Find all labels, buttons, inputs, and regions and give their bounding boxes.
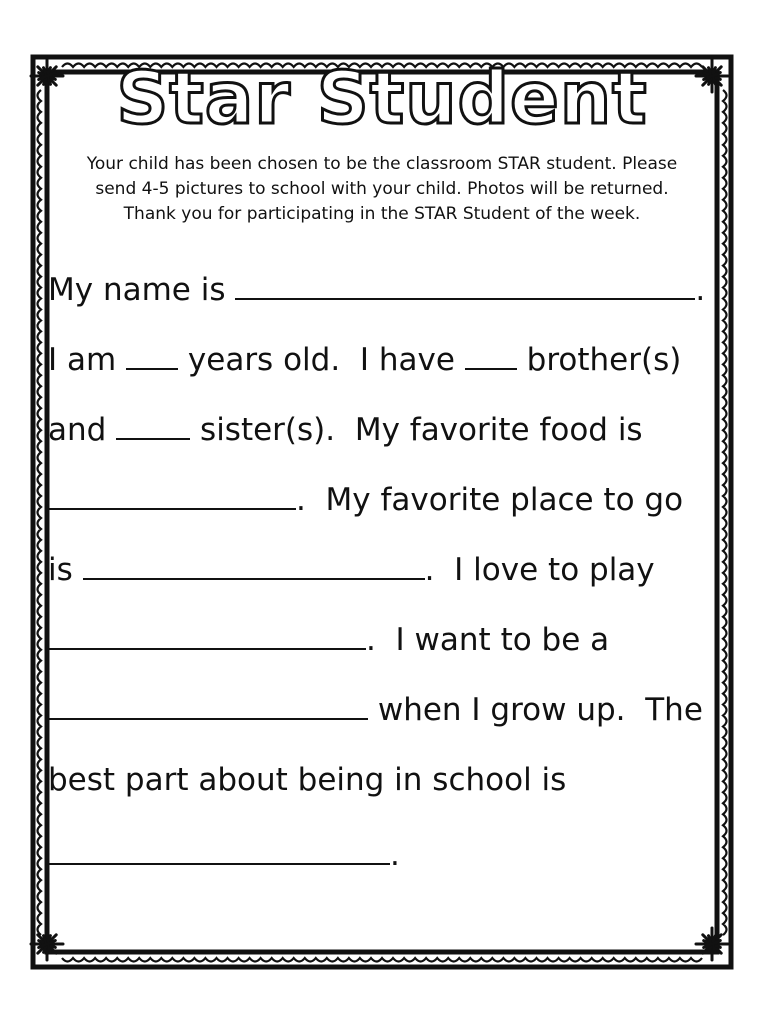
form-line-play	[48, 620, 609, 660]
best-part-of-school-blank[interactable]	[48, 837, 390, 865]
form-text: best part about being in school is	[48, 762, 567, 798]
form-text: . My favorite place to go	[296, 482, 684, 518]
intro-line: Your child has been chosen to be the classroom STAR student. Please	[86, 154, 678, 174]
brothers-blank[interactable]	[465, 342, 517, 370]
intro-line: Thank you for participating in the STAR Student of the week.	[123, 204, 641, 224]
form-line-school-answer	[48, 835, 400, 875]
love-to-play-blank[interactable]	[48, 622, 366, 650]
form-text: . I love to play	[424, 552, 655, 588]
form-text: . I want to be a	[366, 622, 610, 658]
page-title: Star Student	[116, 56, 648, 140]
sisters-blank[interactable]	[116, 412, 190, 440]
form-line-place	[48, 550, 655, 590]
age-blank[interactable]	[126, 342, 178, 370]
star-burst-icon	[31, 928, 63, 960]
form-line-sisters	[48, 410, 643, 450]
form-text: .	[390, 837, 400, 873]
form-text: I am	[48, 342, 127, 378]
form-line-age	[48, 340, 681, 380]
star-burst-icon	[696, 928, 728, 960]
form-line-career	[48, 690, 703, 730]
form-text: when I grow up. The	[368, 692, 703, 728]
form-text: sister(s). My favorite food is	[190, 412, 643, 448]
name-blank[interactable]	[235, 272, 695, 300]
favorite-food-blank[interactable]	[48, 482, 296, 510]
favorite-place-blank[interactable]	[83, 552, 425, 580]
form-line-name	[48, 270, 705, 310]
want-to-be-blank[interactable]	[48, 692, 368, 720]
form-text: and	[48, 412, 117, 448]
form-text: is	[48, 552, 83, 588]
intro-paragraph	[40, 152, 724, 227]
form-text: My name is	[48, 272, 236, 308]
intro-line: send 4-5 pictures to school with your child. Photos will be returned.	[95, 179, 669, 199]
form-text: .	[695, 272, 706, 308]
form-line-food	[48, 480, 683, 520]
form-text: brother(s)	[516, 342, 682, 378]
form-text: years old. I have	[178, 342, 465, 378]
form-line-school	[48, 760, 566, 800]
